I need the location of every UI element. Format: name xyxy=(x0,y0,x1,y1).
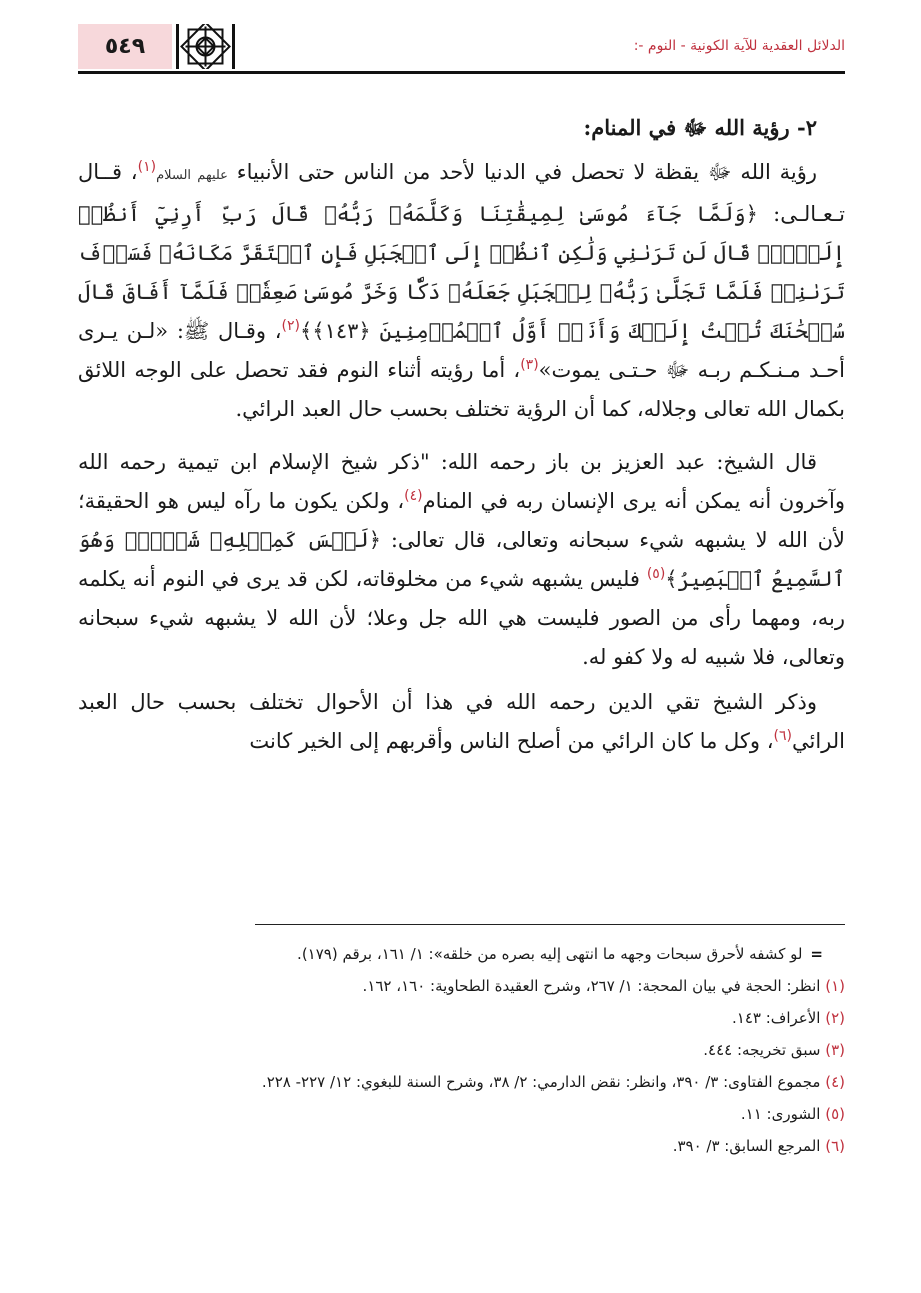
footnote-ref[interactable]: (٥) xyxy=(646,566,666,582)
footnote-item xyxy=(78,1066,845,1098)
continuation-mark: = xyxy=(810,945,823,963)
footnote-item xyxy=(78,1002,845,1034)
footnote-ref[interactable]: (٤) xyxy=(404,488,423,504)
footnote-rule xyxy=(255,924,845,925)
paragraph-2 xyxy=(78,443,845,677)
paragraph-text: فليس يشبهه شيء من مخلوقاته، لكن قد يرى في النوم أنه يكلمه ربه، ومهما رأى من الصور فليست هي الله جل وعلا؛ لأن الله لا يشبهه شيء سبحانه وتعالى، فلا شبيه له ولا كفو له. xyxy=(78,567,845,669)
footnote-item xyxy=(78,1034,845,1066)
paragraph-text: قال الشيخ: عبد العزيز بن باز رحمه الله: "ذكر شيخ الإسلام ابن تيمية رحمه الله وآخرون أنه يمكن أنه يرى الإنسان ربه في المنام xyxy=(78,450,845,513)
paragraph-text: وذكر الشيخ تقي الدين رحمه الله في هذا أن الأحوال تختلف بحسب حال العبد الرائي xyxy=(78,690,845,753)
footnote-mark: (٣) xyxy=(825,1041,845,1059)
paragraph-text: ، وقـال ﷺ: «لـن يـرى أحـد مـنـكـم ربـه ﷻ حـتـى يموت» xyxy=(78,319,845,382)
footnote-continuation xyxy=(78,938,845,970)
page-number: ٥٤٩ xyxy=(104,34,146,59)
footnote-item xyxy=(78,1130,845,1162)
paragraph-text: ، وكل ما كان الرائي من أصلح الناس وأقربهم إلى الخير كانت xyxy=(249,729,774,753)
quran-verse: ﴿لَيۡسَ كَمِثۡلِهِۦ شَيۡءٞۖ وَهُوَ ٱلسَّمِيعُ ٱلۡبَصِيرُ﴾ xyxy=(78,528,846,591)
footnote-mark: (٥) xyxy=(825,1105,845,1123)
paragraph-1 xyxy=(78,153,845,429)
footnotes xyxy=(78,938,845,1162)
footnote-mark: (٢) xyxy=(825,1009,845,1027)
footnote-ref[interactable]: (٣) xyxy=(520,357,539,373)
paragraph-text: ، ولكن يكون ما رآه ليس هو الحقيقة؛ لأن الله لا يشبهه شيء سبحانه وتعالى، قال تعالى: xyxy=(78,489,845,552)
paragraph-3 xyxy=(78,683,845,761)
header-rule xyxy=(78,71,845,74)
footnote-item xyxy=(78,1098,845,1130)
footnote-text: الشورى: ١١. xyxy=(740,1105,826,1123)
footnote-ref[interactable]: (١) xyxy=(137,159,157,175)
footnote-ref[interactable]: (٢) xyxy=(281,318,300,334)
quran-verse: ﴿وَلَمَّا جَآءَ مُوسَىٰ لِمِيقَٰتِنَا وَكَلَّمَهُۥ رَبُّهُۥ قَالَ رَبِّ أَرِنِيٓ أَنظُرۡ إِلَيۡكَۚ قَالَ لَن تَرَىٰنِي وَلَٰكِنِ ٱنظُرۡ إِلَى ٱلۡجَبَلِ فَإِنِ ٱسۡتَقَرَّ مَكَانَهُۥ فَسَوۡفَ تَرَىٰنِيۚ فَلَمَّا تَجَلَّىٰ رَبُّهُۥ لِلۡجَبَلِ جَعَلَهُۥ دَكّٗا وَخَرَّ مُوسَىٰ صَعِقٗاۚ فَلَمَّآ أَفَاقَ قَالَ سُبۡحَٰنَكَ تُبۡتُ إِلَيۡكَ وَأَنَا۠ أَوَّلُ ٱلۡمُؤۡمِنِينَ ﴿١٤٣﴾﴾ xyxy=(78,202,845,343)
honorific: عليهم السلام xyxy=(156,168,228,183)
footnote-text: انظر: الحجة في بيان المحجة: ١/ ٢٦٧، وشرح العقيدة الطحاوية: ١٦٠، ١٦٢. xyxy=(362,977,826,995)
page-header xyxy=(78,24,845,72)
footnote-item xyxy=(78,970,845,1002)
running-title: الدلائل العقدية للآية الكونية - النوم -: xyxy=(633,38,845,54)
footnote-mark: (٤) xyxy=(825,1073,845,1091)
footnote-text: لو كشفه لأحرق سبحات وجهه ما انتهى إليه بصره من خلقه»: ١/ ١٦١، برقم (١٧٩). xyxy=(297,945,803,963)
main-text xyxy=(78,108,845,761)
footnote-mark: (٦) xyxy=(825,1137,845,1155)
footnote-mark: (١) xyxy=(825,977,845,995)
footnote-text: سبق تخريجه: ٤٤٤. xyxy=(703,1041,826,1059)
footnote-text: مجموع الفتاوى: ٣/ ٣٩٠، وانظر: نقض الدارمي: ٢/ ٣٨، وشرح السنة للبغوي: ١٢/ ٢٢٧- ٢٢٨. xyxy=(261,1073,826,1091)
footnote-text: المرجع السابق: ٣/ ٣٩٠. xyxy=(672,1137,826,1155)
paragraph-text: ، أما رؤيته أثناء النوم فقد تحصل على الوجه اللائق بكمال الله تعالى وجلاله، كما أن الرؤية تختلف بحسب حال العبد الرائي. xyxy=(78,358,845,421)
footnote-ref[interactable]: (٦) xyxy=(773,728,792,744)
geometric-star-ornament-icon xyxy=(174,24,238,69)
footnote-text: الأعراف: ١٤٣. xyxy=(732,1009,826,1027)
section-heading: ٢- رؤية الله ﷻ في المنام: xyxy=(583,115,817,140)
paragraph-text: رؤية الله ﷻ يقظة لا تحصل في الدنيا لأحد من الناس حتى الأنبياء xyxy=(227,160,817,184)
paragraph-text: ، قــال تـعـالـى: xyxy=(78,160,845,226)
